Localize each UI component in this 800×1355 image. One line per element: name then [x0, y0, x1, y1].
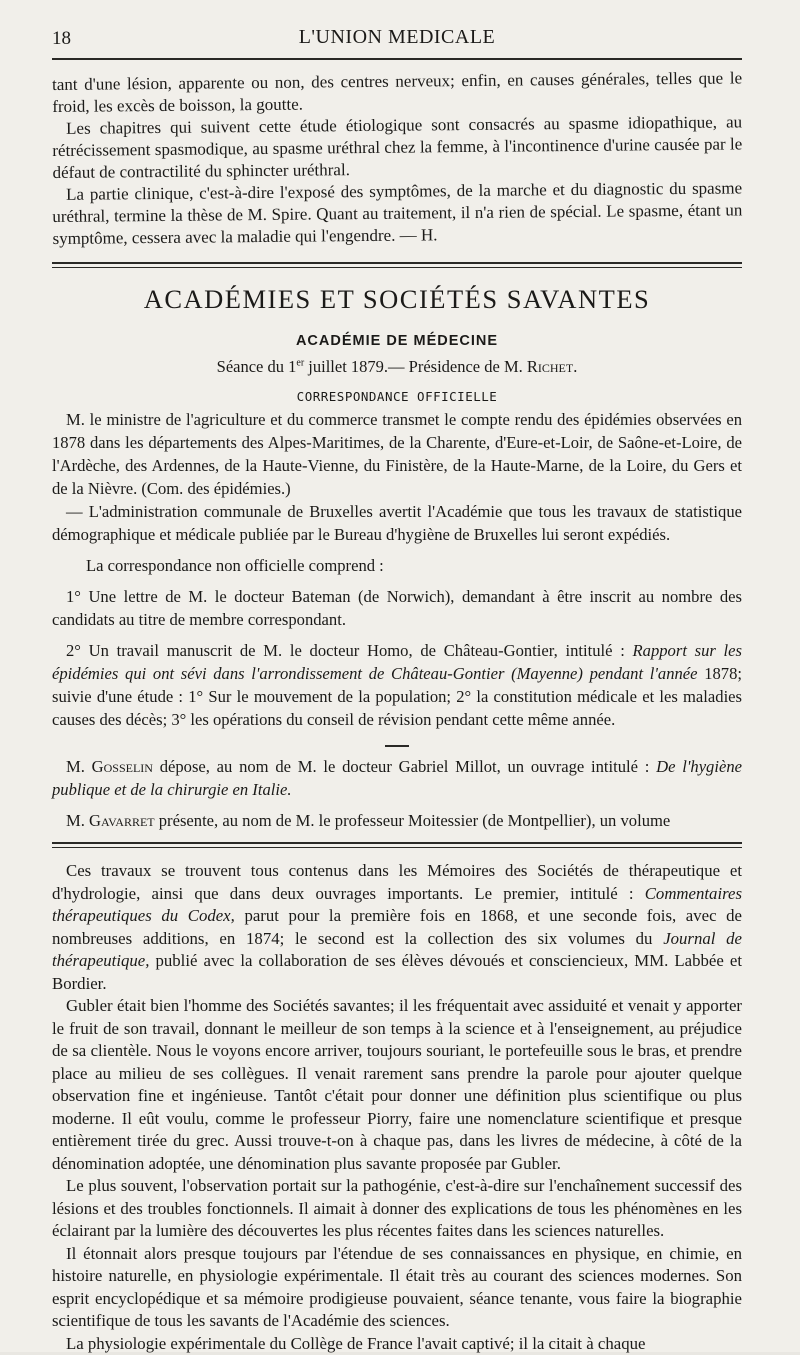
text-run: 2° Un travail manuscrit de M. le docteur Homo, de Château-Gontier, intitulé : — [66, 641, 633, 660]
footer-rule — [52, 842, 742, 844]
seance-rest: juillet 1879.— Présidence de M. — [304, 357, 527, 376]
work-title: Rapport sur les épidémies qui ont sévi dans l'arrondissement de Château-Gontier (Mayenne) pendant l'année — [52, 641, 742, 683]
section-rule-thin — [52, 267, 742, 268]
seance-end: . — [573, 357, 577, 376]
text-run: publié avec la collaboration de ses élèves dévoués et consciencieux, MM. Labbée et Bordier. — [52, 951, 742, 993]
journal-title: L'UNION MEDICALE — [52, 26, 742, 49]
footer-rule-thin — [52, 847, 742, 848]
correspondance-heading: CORRESPONDANCE OFFICIELLE — [52, 389, 742, 404]
academy-title: ACADÉMIE DE MÉDECINE — [52, 333, 742, 349]
text-run: présente, au nom de M. le professeur Moitessier (de Montpellier), un volume — [155, 811, 671, 830]
paragraph: Les chapitres qui suivent cette étude étiologique sont consacrés au spasme idiopathique, au rétrécissement spasmodique, au spasme uréthral chez la femme, à l'incontinence d'urine causée par le défaut de contractilité du sphincter uréthral. — [52, 111, 743, 184]
paragraph: La physiologie expérimentale du Collège de France l'avait captivé; il la citait à chaque — [52, 1333, 742, 1355]
seance-line — [52, 357, 742, 377]
seance-sup: er — [296, 358, 304, 369]
page-number: 18 — [52, 28, 71, 50]
text-run: Ces travaux se trouvent tous contenus dans les Mémoires des Sociétés de thérapeutique et d'hydrologie, ainsi que dans deux ouvrages importants. Le premier, intitulé : — [52, 861, 742, 903]
header-rule — [52, 58, 742, 60]
separator-dash — [385, 745, 409, 747]
page-content — [52, 22, 742, 1355]
paragraph: tant d'une lésion, apparente ou non, des centres nerveux; enfin, en causes générales, telles que le froid, les excès de boisson, la goutte. — [52, 67, 742, 118]
paragraph: M. le ministre de l'agriculture et du commerce transmet le compte rendu des épidémies observées en 1878 dans les départements des Alpes-Maritimes, de la Charente, d'Eure-et-Loir, de Saône-et-Loire, de l'Ardèche, des Ardennes, de la Haute-Vienne, du Finistère, de la Haute-Marne, de la Loire, du Gers et de la Nièvre. (Com. des épidémies.) — [52, 408, 742, 500]
paragraph — [52, 639, 742, 731]
paragraph: La partie clinique, c'est-à-dire l'exposé des symptômes, de la marche et du diagnostic du spasme uréthral, termine la thèse de M. Spire. Quant au traitement, il n'a rien de spécial. Le spasme, étant un symptôme, cessera avec la maladie qui l'engendre. — H. — [52, 177, 743, 250]
seance-prefix: Séance du — [217, 357, 288, 376]
paragraph — [52, 809, 742, 832]
section-title: ACADÉMIES ET SOCIÉTÉS SAVANTES — [52, 284, 742, 315]
paragraph — [52, 860, 742, 995]
text-run: parut pour la première fois en 1868, et une seconde fois, avec de nombreuses additions, en 1874; le second est la collection des six volumes du — [52, 906, 742, 948]
paragraph: Le plus souvent, l'observation portait sur la pathogénie, c'est-à-dire sur l'enchaînement successif des lésions et des troubles fonctionnels. Il aimait à donner des explications de tous les phénomènes en les éclairant par la lumière des découvertes les plus récentes faites dans les sciences naturelles. — [52, 1175, 742, 1243]
member-name: M. Gosselin — [66, 757, 153, 776]
text-run: 1878; suivie d'une étude : 1° Sur le mouvement de la population; 2° la constitution médicale et les maladies causes des décès; 3° les opérations du conseil de révision pendant cette même année. — [52, 664, 742, 729]
work-title: Commentaires thérapeutiques du Codex, — [52, 884, 742, 926]
paragraph: 1° Une lettre de M. le docteur Bateman (de Norwich), demandant à être inscrit au nombre des candidats au titre de membre correspondant. — [52, 585, 742, 631]
paragraph: — L'administration communale de Bruxelles avertit l'Académie que tous les travaux de statistique démographique et médicale publiée par le Bureau d'hygiène de Bruxelles lui seront expédiés. — [52, 500, 742, 546]
paragraph: La correspondance non officielle comprend : — [52, 554, 742, 577]
paragraph: Il étonnait alors presque toujours par l'étendue de ses connaissances en physique, en chimie, en histoire naturelle, en physiologie expérimentale. Il était très au courant des sciences modernes. Son esprit encyclopédique et sa mémoire prodigieuse pouvaient, séance tenante, vous faire la biographie scientifique de tous les savants de l'Académie des sciences. — [52, 1243, 742, 1333]
paragraph — [52, 755, 742, 801]
feuilleton-text — [52, 860, 742, 1355]
paragraph: Gubler était bien l'homme des Sociétés savantes; il les fréquentait avec assiduité et venait y apporter le fruit de son travail, donnant le meilleur de son temps à la science et à l'enseignement, au préjudice de sa clientèle. Nous le voyons encore arriver, toujours souriant, le portefeuille sous le bras, et prendre place au milieu de ses collègues. Il venait rarement sans prendre la parole pour ajouter quelque observation fine et ingénieuse. Tantôt c'était pour donner une définition plus scientifique ou plus moderne. Il eût voulu, comme le professeur Piorry, faire une nomenclature scientifique et presque entièrement tirée du grec. Aussi trouve-t-on à chaque pas, dans les livres de médecine, à côté de la dénomination adoptée, une dénomination plus savante proposée par Gubler. — [52, 995, 742, 1175]
work-title: Journal de thérapeutique, — [52, 929, 742, 971]
president-name: Richet — [527, 357, 573, 376]
seance-day: 1 — [288, 357, 296, 376]
running-header — [52, 22, 742, 52]
section-rule — [52, 262, 742, 264]
work-title: De l'hygiène publique et de la chirurgie en Italie. — [52, 757, 742, 799]
top-text — [52, 74, 742, 250]
member-name: M. Gavarret — [66, 811, 155, 830]
text-run: dépose, au nom de M. le docteur Gabriel Millot, un ouvrage intitulé : — [153, 757, 656, 776]
